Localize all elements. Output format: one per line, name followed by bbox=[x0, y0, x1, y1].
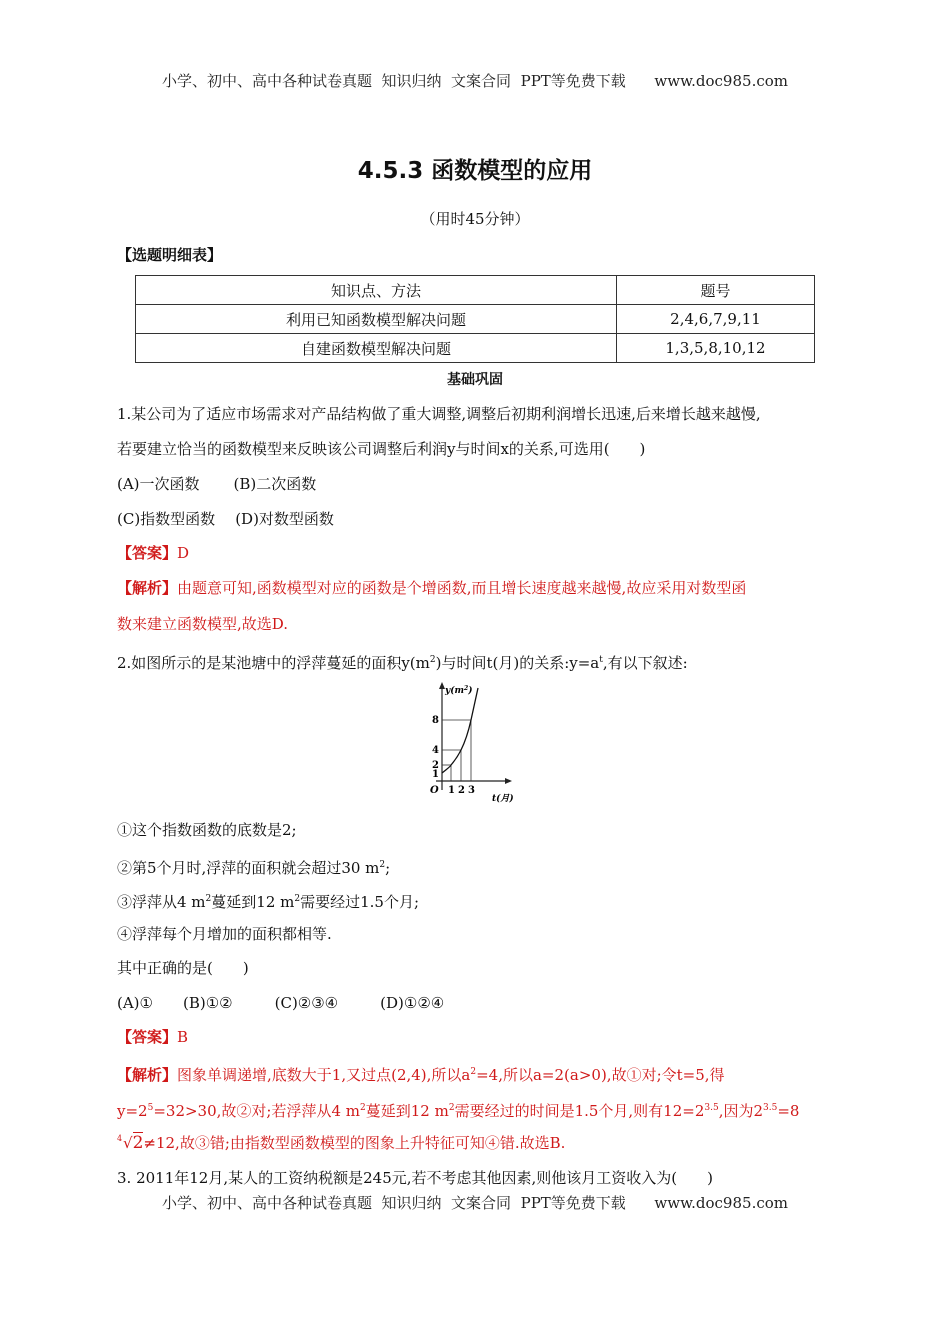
analysis-text: =32>30,故②对;若浮萍从4 m bbox=[153, 1102, 360, 1120]
superscript: 2 bbox=[379, 860, 386, 870]
q2-analysis-line2 bbox=[117, 1098, 799, 1121]
page-header: 小学、初中、高中各种试卷真题 知识归纳 文案合同 PPT等免费下载 www.doc985.com bbox=[161, 72, 788, 90]
q1-analysis-line1 bbox=[117, 578, 746, 598]
x-axis-arrow bbox=[505, 778, 512, 784]
q2-option-b: (B)①② bbox=[182, 994, 233, 1012]
y-tick-label: 2 bbox=[432, 760, 439, 771]
superscript: t bbox=[599, 655, 603, 665]
table-header-row bbox=[136, 276, 815, 305]
exponential-curve bbox=[442, 688, 478, 773]
q1-option-b: (B)二次函数 bbox=[233, 475, 317, 493]
table-cell: 1,3,5,8,10,12 bbox=[617, 334, 815, 363]
analysis-text: 蔓延到12 m bbox=[365, 1102, 449, 1120]
superscript: 2 bbox=[448, 1103, 455, 1113]
table-cell: 自建函数模型解决问题 bbox=[136, 334, 617, 363]
q2-statement-4: ④浮萍每个月增加的面积都相等. bbox=[117, 925, 332, 943]
statement-text: ②第5个月时,浮萍的面积就会超过30 m bbox=[117, 859, 380, 877]
x-tick-label: 1 bbox=[448, 785, 455, 796]
q1-stem-line2: 若要建立恰当的函数模型来反映该公司调整后利润y与时间x的关系,可选用( ) bbox=[117, 440, 646, 458]
statement-text: ③浮萍从4 m bbox=[117, 893, 206, 911]
analysis-text: 需要经过的时间是1.5个月,则有12=2 bbox=[454, 1102, 705, 1120]
q2-stem bbox=[117, 650, 688, 673]
superscript: 2 bbox=[294, 894, 301, 904]
analysis-label: 【解析】 bbox=[117, 579, 178, 597]
superscript: 3.5 bbox=[763, 1103, 778, 1113]
q1-option-a: (A)一次函数 bbox=[117, 475, 200, 493]
q2-stem-text: ,有以下叙述: bbox=[602, 654, 688, 672]
answer-value: B bbox=[177, 1028, 189, 1046]
analysis-label: 【解析】 bbox=[117, 1066, 178, 1084]
duration-note: （用时45分钟） bbox=[420, 210, 530, 228]
answer-label: 【答案】 bbox=[117, 544, 178, 562]
superscript: 2 bbox=[470, 1067, 477, 1077]
q2-analysis-line3 bbox=[117, 1133, 565, 1153]
x-tick-label: 3 bbox=[468, 785, 475, 796]
superscript: 3.5 bbox=[704, 1103, 719, 1113]
q1-option-d: (D)对数型函数 bbox=[235, 510, 334, 528]
x-tick-label: 2 bbox=[458, 785, 465, 796]
root-radicand: 2 bbox=[132, 1133, 144, 1153]
analysis-text: =4,所以a=2(a>0),故①对;令t=5,得 bbox=[476, 1066, 725, 1084]
y-tick-label: 8 bbox=[432, 715, 439, 726]
root-index: 4 bbox=[117, 1134, 123, 1143]
page-title: 4.5.3 函数模型的应用 bbox=[357, 158, 593, 184]
q2-statement-2 bbox=[117, 855, 390, 878]
q2-ask: 其中正确的是( ) bbox=[117, 959, 249, 977]
table-row bbox=[136, 305, 815, 334]
topic-table bbox=[135, 275, 815, 363]
analysis-text: 由题意可知,函数模型对应的函数是个增函数,而且增长速度越来越慢,故应采用对数型函 bbox=[177, 579, 747, 597]
x-axis-label: t(月) bbox=[492, 794, 514, 804]
q1-option-c: (C)指数型函数 bbox=[117, 510, 216, 528]
section-title: 基础巩固 bbox=[447, 372, 503, 388]
table-header-cell: 题号 bbox=[617, 276, 815, 305]
q1-analysis-line2: 数来建立函数模型,故选D. bbox=[117, 615, 289, 633]
q2-statement-3 bbox=[117, 889, 419, 912]
answer-value: D bbox=[177, 544, 190, 562]
y-tick-label: 4 bbox=[432, 745, 439, 756]
y-tick-label: 1 bbox=[432, 769, 439, 780]
q1-stem-line1: 1.某公司为了适应市场需求对产品结构做了重大调整,调整后初期利润增长迅速,后来增长越来越慢, bbox=[117, 405, 761, 423]
table-cell: 2,4,6,7,9,11 bbox=[617, 305, 815, 334]
superscript: 2 bbox=[205, 894, 212, 904]
table-row bbox=[136, 334, 815, 363]
analysis-text: =8 bbox=[777, 1102, 800, 1120]
page-footer: 小学、初中、高中各种试卷真题 知识归纳 文案合同 PPT等免费下载 www.doc985.com bbox=[161, 1194, 788, 1212]
origin-label: O bbox=[430, 785, 439, 796]
superscript: 2 bbox=[360, 1103, 366, 1113]
q2-analysis-line1 bbox=[117, 1062, 725, 1085]
q2-option-c: (C)②③④ bbox=[274, 994, 339, 1012]
growth-graph bbox=[420, 680, 520, 808]
superscript: 5 bbox=[147, 1103, 154, 1113]
table-header-cell: 知识点、方法 bbox=[136, 276, 617, 305]
q1-options-row2 bbox=[117, 509, 334, 529]
q1-answer bbox=[117, 543, 189, 563]
statement-text: 需要经过1.5个月; bbox=[300, 893, 420, 911]
analysis-text: 图象单调递增,底数大于1,又过点(2,4),所以a bbox=[177, 1066, 471, 1084]
q2-options bbox=[117, 993, 444, 1013]
q2-stem-text: )与时间t(月)的关系:y=a bbox=[435, 654, 600, 672]
q2-option-a: (A)① bbox=[117, 994, 153, 1012]
analysis-text: y=2 bbox=[117, 1102, 148, 1120]
statement-text: ; bbox=[385, 859, 391, 877]
statement-text: 蔓延到12 m bbox=[211, 893, 295, 911]
q2-statement-1: ①这个指数函数的底数是2; bbox=[117, 821, 297, 839]
fourth-root-sign: 4 √2 bbox=[117, 1133, 143, 1153]
analysis-text: ,因为2 bbox=[718, 1102, 764, 1120]
q2-stem-text: 2.如图所示的是某池塘中的浮萍蔓延的面积y(m bbox=[117, 654, 430, 672]
y-axis-label: $y(m^2)$ bbox=[445, 685, 473, 696]
analysis-text: ≠12,故③错;由指数型函数模型的图象上升特征可知④错.故选B. bbox=[143, 1134, 566, 1152]
table-label: 【选题明细表】 bbox=[117, 246, 223, 264]
answer-label: 【答案】 bbox=[117, 1028, 178, 1046]
q2-option-d: (D)①②④ bbox=[380, 994, 445, 1012]
q2-answer bbox=[117, 1027, 188, 1047]
table-cell: 利用已知函数模型解决问题 bbox=[136, 305, 617, 334]
q3-stem: 3. 2011年12月,某人的工资纳税额是245元,若不考虑其他因素,则他该月工资收入为( ) bbox=[117, 1169, 713, 1187]
superscript: 2 bbox=[429, 655, 436, 665]
q1-options-row1 bbox=[117, 474, 316, 494]
